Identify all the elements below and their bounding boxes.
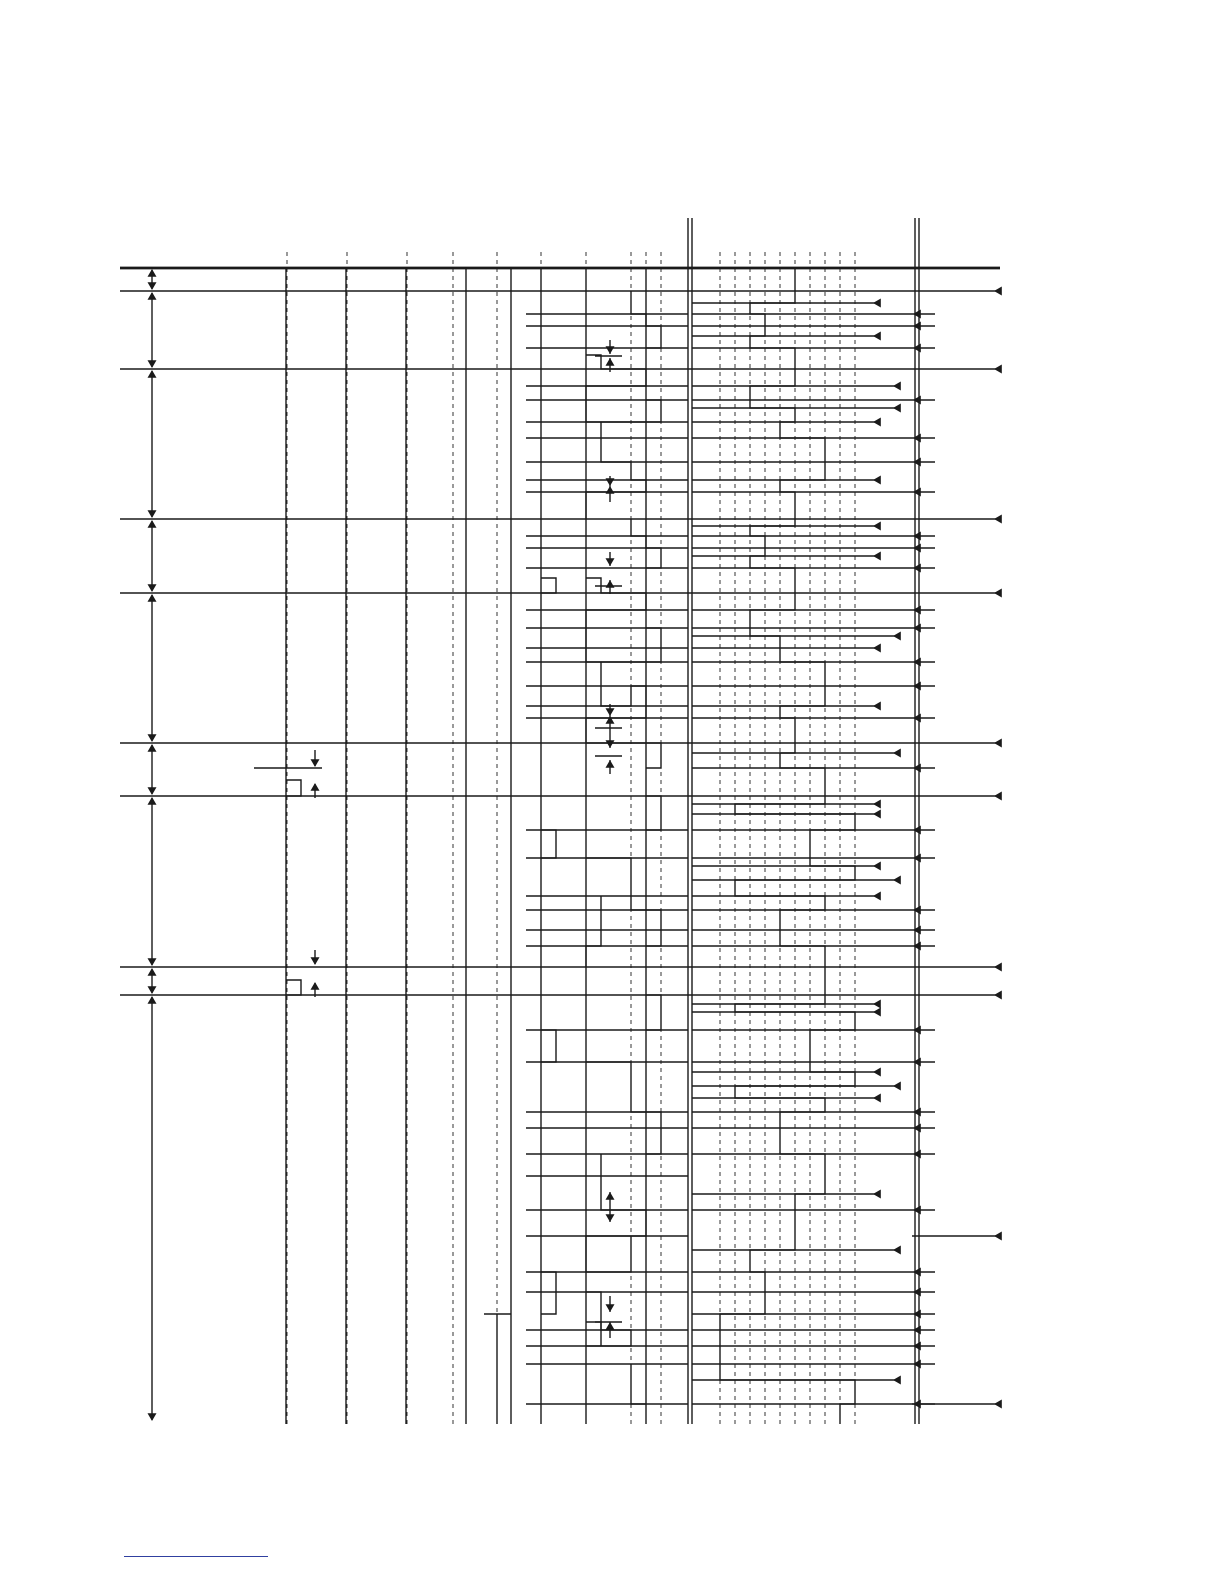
- marker-arrowhead: [606, 558, 615, 566]
- dimension-arrowhead: [148, 996, 157, 1004]
- output-arrowhead: [893, 876, 901, 885]
- marker-arrowhead: [606, 716, 615, 724]
- footer-rule: [124, 1556, 268, 1557]
- dimension-arrowhead: [148, 292, 157, 300]
- output-arrowhead: [913, 532, 921, 541]
- output-arrowhead: [893, 1376, 901, 1385]
- output-arrowhead: [913, 926, 921, 935]
- staircase-trace: [586, 858, 661, 946]
- output-arrowhead: [893, 382, 901, 391]
- marker-arrowhead: [606, 708, 615, 716]
- output-arrowhead: [994, 1232, 1002, 1241]
- level-arrowhead: [994, 589, 1002, 598]
- staircase-trace: [541, 1272, 556, 1314]
- output-arrowhead: [873, 1008, 881, 1017]
- dimension-arrowhead: [148, 520, 157, 528]
- output-arrowhead: [873, 892, 881, 901]
- dimension-arrowhead: [148, 1413, 157, 1421]
- output-arrowhead: [913, 714, 921, 723]
- level-arrowhead: [994, 991, 1002, 1000]
- marker-arrowhead: [606, 760, 615, 768]
- output-arrowhead: [913, 458, 921, 467]
- dimension-arrowhead: [148, 594, 157, 602]
- dimension-arrowhead: [148, 968, 157, 976]
- level-arrowhead: [994, 739, 1002, 748]
- solid-lines: [120, 218, 1000, 1424]
- marker-arrowhead: [606, 1304, 615, 1312]
- marker-arrowhead: [311, 759, 320, 767]
- output-arrowhead: [873, 1068, 881, 1077]
- output-arrowhead: [913, 682, 921, 691]
- output-arrowhead: [913, 310, 921, 319]
- dimension-arrowhead: [148, 787, 157, 795]
- marker-arrowhead: [311, 982, 320, 990]
- output-arrowhead: [913, 906, 921, 915]
- output-arrowhead: [913, 1400, 921, 1409]
- output-arrowhead: [873, 476, 881, 485]
- staircase-trace: [586, 578, 661, 662]
- marker-arrowhead: [606, 358, 615, 366]
- output-arrowhead: [913, 942, 921, 951]
- output-arrowhead: [913, 1206, 921, 1215]
- level-arrowhead: [994, 792, 1002, 801]
- marker-arrowhead: [606, 486, 615, 494]
- output-arrowhead: [893, 632, 901, 641]
- output-arrowhead: [913, 1360, 921, 1369]
- marker-arrowhead: [606, 580, 615, 588]
- staircase-trace: [646, 796, 661, 830]
- staircase-trace: [541, 578, 556, 593]
- dimension-arrowhead: [148, 282, 157, 290]
- output-arrowhead: [913, 826, 921, 835]
- pulse-trace: [286, 980, 301, 995]
- output-arrowhead: [913, 1026, 921, 1035]
- arrowheads: [148, 269, 1002, 1421]
- output-arrowhead: [913, 1268, 921, 1277]
- output-arrowhead: [913, 1058, 921, 1067]
- dimension-arrowhead: [148, 744, 157, 752]
- output-arrowhead: [913, 764, 921, 773]
- staircase-trace: [586, 355, 661, 422]
- output-arrowhead: [873, 800, 881, 809]
- staircase-trace: [631, 1364, 646, 1404]
- output-arrowhead: [913, 544, 921, 553]
- staircase-trace: [586, 422, 646, 519]
- staircase-trace: [586, 1292, 631, 1346]
- output-arrowhead: [913, 564, 921, 573]
- marker-arrowhead: [311, 783, 320, 791]
- staircase-trace: [646, 995, 661, 1030]
- marker-arrowhead: [606, 1192, 615, 1200]
- staircase-trace: [541, 1030, 556, 1062]
- staircase-trace: [586, 1154, 646, 1272]
- dimension-arrowhead: [148, 269, 157, 277]
- output-arrowhead: [893, 749, 901, 758]
- output-arrowhead: [873, 299, 881, 308]
- level-arrowhead: [994, 287, 1002, 296]
- dashed-guide-lines: [287, 252, 855, 1424]
- output-arrowhead: [873, 1000, 881, 1009]
- staircase-trace: [586, 896, 601, 967]
- marker-arrowhead: [606, 740, 615, 748]
- output-arrowhead: [893, 1246, 901, 1255]
- output-arrowhead: [913, 1342, 921, 1351]
- output-arrowhead: [873, 1190, 881, 1199]
- level-arrowhead: [994, 515, 1002, 524]
- output-arrowhead: [913, 344, 921, 353]
- output-arrowhead: [893, 404, 901, 413]
- dimension-arrowhead: [148, 510, 157, 518]
- level-arrowhead: [994, 963, 1002, 972]
- output-arrowhead: [873, 522, 881, 531]
- output-arrowhead: [913, 1150, 921, 1159]
- staircase-trace: [541, 830, 556, 858]
- marker-arrowhead: [606, 1322, 615, 1330]
- output-arrowhead: [913, 606, 921, 615]
- output-arrowhead: [873, 862, 881, 871]
- output-arrowhead: [913, 1124, 921, 1133]
- output-arrowhead: [913, 1108, 921, 1117]
- output-arrowhead: [873, 552, 881, 561]
- pulse-trace: [286, 780, 301, 796]
- dimension-arrowhead: [148, 958, 157, 966]
- output-arrowhead: [913, 1288, 921, 1297]
- output-arrowhead: [913, 658, 921, 667]
- output-arrowhead: [994, 1400, 1002, 1409]
- output-arrowhead: [913, 624, 921, 633]
- marker-arrowhead: [606, 346, 615, 354]
- output-arrowhead: [873, 702, 881, 711]
- output-arrowhead: [913, 488, 921, 497]
- output-arrowhead: [873, 810, 881, 819]
- output-arrowhead: [893, 1082, 901, 1091]
- output-arrowhead: [913, 396, 921, 405]
- marker-arrowhead: [311, 957, 320, 965]
- dimension-arrowhead: [148, 734, 157, 742]
- staircase-trace: [586, 1322, 601, 1346]
- output-arrowhead: [873, 418, 881, 427]
- dimension-arrowhead: [148, 986, 157, 994]
- dimension-arrowhead: [148, 370, 157, 378]
- output-arrowhead: [913, 1326, 921, 1335]
- output-arrowhead: [873, 332, 881, 341]
- output-arrowhead: [913, 434, 921, 443]
- dimension-arrowhead: [148, 797, 157, 805]
- dimension-arrowhead: [148, 360, 157, 368]
- marker-arrowhead: [606, 1214, 615, 1222]
- output-arrowhead: [873, 644, 881, 653]
- marker-arrowhead: [606, 478, 615, 486]
- output-arrowhead: [913, 322, 921, 331]
- staircase-trace: [586, 662, 661, 768]
- dimension-arrowhead: [148, 584, 157, 592]
- output-arrowhead: [873, 1094, 881, 1103]
- output-arrowhead: [913, 1310, 921, 1319]
- level-arrowhead: [994, 365, 1002, 374]
- output-arrowhead: [913, 854, 921, 863]
- staircase-trace: [586, 1062, 661, 1154]
